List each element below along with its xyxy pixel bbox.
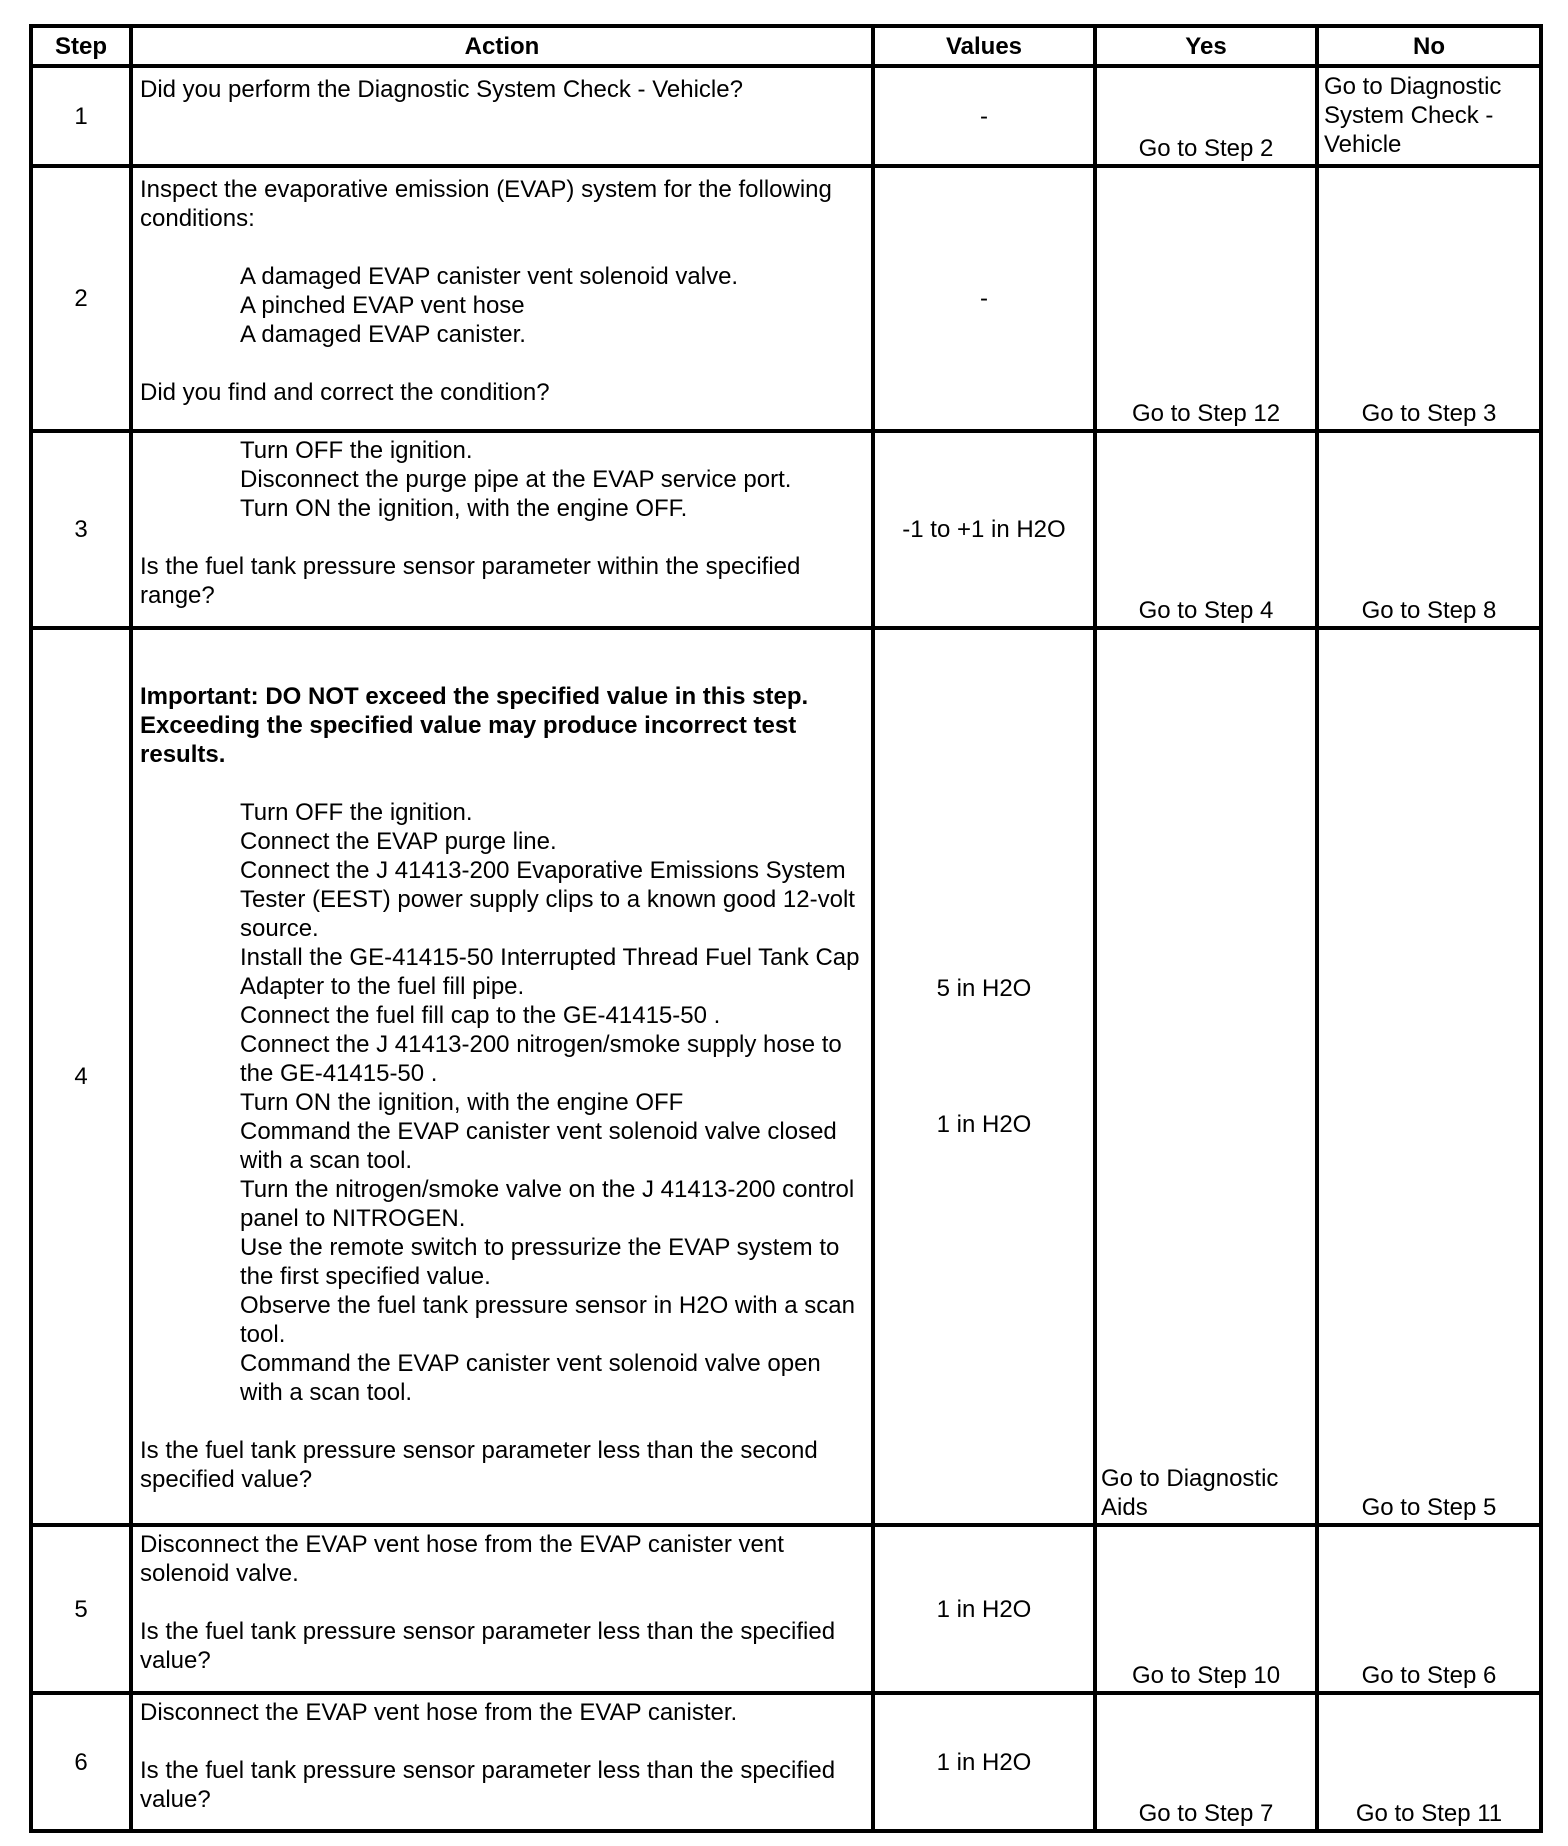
action-question: Did you perform the Diagnostic System Check - Vehicle?	[140, 76, 743, 103]
header-values: Values	[873, 26, 1095, 66]
action-item: Observe the fuel tank pressure sensor in H2O with a scan tool.	[240, 1292, 855, 1348]
action-item: Disconnect the purge pipe at the EVAP service port.	[240, 466, 792, 493]
no-cell: Go to Step 3	[1317, 166, 1541, 431]
header-row	[31, 26, 1541, 66]
action-cell	[131, 431, 873, 628]
action-item: Turn OFF the ignition.	[240, 799, 473, 826]
action-item: Install the GE-41415-50 Interrupted Thread Fuel Tank Cap Adapter to the fuel fill pipe.	[240, 944, 860, 1000]
action-item: Connect the EVAP purge line.	[240, 828, 557, 855]
action-question: Is the fuel tank pressure sensor parameter within the specified range?	[140, 553, 801, 609]
yes-cell: Go to Diagnostic Aids	[1095, 628, 1317, 1525]
step-number: 3	[31, 431, 131, 628]
yes-cell: Go to Step 10	[1095, 1525, 1317, 1693]
table-row	[31, 628, 1541, 1525]
action-question: Is the fuel tank pressure sensor parameter less than the second specified value?	[140, 1437, 818, 1493]
action-item: Use the remote switch to pressurize the EVAP system to the first specified value.	[240, 1234, 840, 1290]
action-item: Turn ON the ignition, with the engine OFF	[240, 1089, 684, 1116]
table-row	[31, 431, 1541, 628]
action-intro: Disconnect the EVAP vent hose from the EVAP canister.	[140, 1699, 738, 1726]
step-number: 6	[31, 1693, 131, 1831]
no-cell: Go to Step 5	[1317, 628, 1541, 1525]
header-action: Action	[131, 26, 873, 66]
action-item: Connect the J 41413-200 Evaporative Emissions System Tester (EEST) power supply clips to a known good 12-volt source.	[240, 857, 855, 942]
action-cell	[131, 166, 873, 431]
action-intro: Inspect the evaporative emission (EVAP) system for the following conditions:	[140, 176, 832, 232]
action-item: Turn the nitrogen/smoke valve on the J 41413-200 control panel to NITROGEN.	[240, 1176, 855, 1232]
step-number: 2	[31, 166, 131, 431]
table-row	[31, 66, 1541, 166]
second-value: 1 in H2O	[936, 1111, 1032, 1138]
header-yes: Yes	[1095, 26, 1317, 66]
action-question: Is the fuel tank pressure sensor parameter less than the specified value?	[140, 1618, 836, 1674]
no-cell: Go to Step 6	[1317, 1525, 1541, 1693]
action-item: Command the EVAP canister vent solenoid valve open with a scan tool.	[240, 1350, 821, 1406]
diagnostic-table	[29, 24, 1543, 1833]
action-item: Connect the J 41413-200 nitrogen/smoke supply hose to the GE-41415-50 .	[240, 1031, 842, 1087]
action-question: Is the fuel tank pressure sensor parameter less than the specified value?	[140, 1757, 836, 1813]
action-item: Connect the fuel fill cap to the GE-41415-50 .	[240, 1002, 721, 1029]
value-cell: -	[873, 166, 1095, 431]
value-cell	[873, 628, 1095, 1525]
no-cell: Go to Step 8	[1317, 431, 1541, 628]
action-item: A damaged EVAP canister.	[240, 321, 526, 348]
action-cell	[131, 66, 873, 166]
yes-cell: Go to Step 12	[1095, 166, 1317, 431]
action-cell	[131, 1525, 873, 1693]
value-cell: -1 to +1 in H2O	[873, 431, 1095, 628]
step-number: 5	[31, 1525, 131, 1693]
step-number: 1	[31, 66, 131, 166]
yes-cell: Go to Step 4	[1095, 431, 1317, 628]
first-value: 5 in H2O	[936, 975, 1032, 1002]
yes-cell: Go to Step 7	[1095, 1693, 1317, 1831]
header-step: Step	[31, 26, 131, 66]
value-cell: -	[873, 66, 1095, 166]
action-cell	[131, 1693, 873, 1831]
table-row	[31, 1693, 1541, 1831]
value-cell: 1 in H2O	[873, 1525, 1095, 1693]
header-no: No	[1317, 26, 1541, 66]
no-cell: Go to Step 11	[1317, 1693, 1541, 1831]
action-intro: Disconnect the EVAP vent hose from the EVAP canister vent solenoid valve.	[140, 1531, 784, 1587]
table-row	[31, 166, 1541, 431]
yes-cell: Go to Step 2	[1095, 66, 1317, 166]
action-question: Did you find and correct the condition?	[140, 379, 550, 406]
action-cell	[131, 628, 873, 1525]
step-number: 4	[31, 628, 131, 1525]
action-item: Command the EVAP canister vent solenoid valve closed with a scan tool.	[240, 1118, 837, 1174]
action-item: A damaged EVAP canister vent solenoid valve.	[240, 263, 739, 290]
important-note: Important: DO NOT exceed the specified value in this step. Exceeding the specified value may produce incorrect test results.	[140, 683, 809, 768]
table-row	[31, 1525, 1541, 1693]
value-cell: 1 in H2O	[873, 1693, 1095, 1831]
action-item: Turn OFF the ignition.	[240, 437, 473, 464]
action-item: Turn ON the ignition, with the engine OFF.	[240, 495, 688, 522]
no-cell: Go to Diagnostic System Check - Vehicle	[1317, 66, 1541, 166]
action-item: A pinched EVAP vent hose	[240, 292, 525, 319]
